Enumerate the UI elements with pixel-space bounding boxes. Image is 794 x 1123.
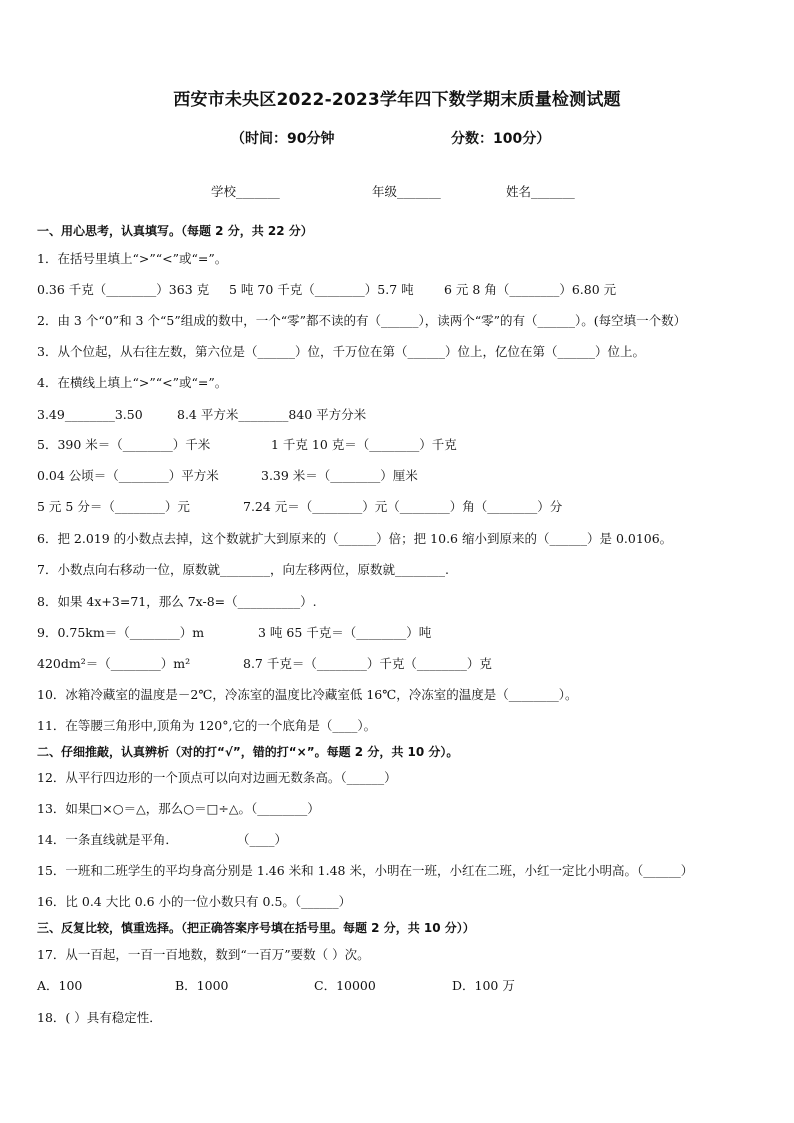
name-field[interactable]: 姓名_______ (506, 184, 575, 199)
question-9b: 3 吨 65 千克＝（________）吨 (258, 625, 432, 640)
question-5d: 3.39 米＝（________）厘米 (261, 468, 418, 483)
school-field[interactable]: 学校_______ (211, 184, 280, 199)
question-6: 6．把 2.019 的小数点去掉，这个数就扩大到原来的（______）倍；把 10.6 缩小到原来的（______）是 0.0106。 (37, 531, 673, 546)
question-3: 3．从个位起，从右往左数，第六位是（______）位，千万位在第（______）位上，亿位在第（______）位上。 (37, 344, 645, 359)
question-4a: 3.49________3.50 (37, 407, 143, 422)
page-title: 西安市未央区2022-2023学年四下数学期末质量检测试题 (173, 90, 621, 110)
question-14-answer: （____） (237, 832, 288, 847)
question-13: 13．如果□×○＝△，那么○＝□÷△。（________） (37, 801, 320, 816)
grade-field[interactable]: 年级_______ (372, 184, 441, 199)
question-10: 10．冰箱冷藏室的温度是－2℃，冷冻室的温度比冷藏室低 16℃，冷冻室的温度是（________）。 (37, 687, 578, 702)
question-5a: 5．390 米＝（________）千米 (37, 437, 211, 452)
question-1a: 0.36 千克（________）363 克 (37, 282, 210, 297)
exam-score: 分数：100分） (451, 131, 551, 147)
question-1: 1．在括号里填上“>”“<”或“=”。 (37, 251, 228, 266)
option-b: B．1000 (175, 978, 229, 993)
question-12: 12．从平行四边形的一个顶点可以向对边画无数条高。（______） (37, 770, 397, 785)
option-d: D．100 万 (452, 978, 515, 993)
question-5f: 7.24 元＝（________）元（________）角（________）分 (243, 499, 563, 514)
exam-time: （时间：90分钟 (231, 131, 335, 147)
option-c: C．10000 (314, 978, 376, 993)
question-2: 2．由 3 个“0”和 3 个“5”组成的数中，一个“零”都不读的有（______），读两个“零”的有（______）。(每空填一个数） (37, 313, 687, 328)
question-14: 14．一条直线就是平角． (37, 832, 178, 847)
question-15: 15．一班和二班学生的平均身高分别是 1.46 米和 1.48 米，小明在一班，小红在二班，小红一定比小明高。（______） (37, 863, 694, 878)
section-2-heading: 二、仔细推敲，认真辨析（对的打“√”，错的打“×”。每题 2 分，共 10 分）。 (37, 745, 459, 759)
question-1c: 6 元 8 角（________）6.80 元 (444, 282, 617, 297)
question-5e: 5 元 5 分＝（________）元 (37, 499, 190, 514)
question-4b: 8.4 平方米________840 平方分米 (177, 407, 367, 422)
question-9c: 420dm²＝（________）m² (37, 656, 191, 671)
question-4: 4．在横线上填上“>”“<”或“=”。 (37, 375, 228, 390)
question-17: 17．从一百起，一百一百地数，数到“一百万”要数（ ）次。 (37, 947, 370, 962)
question-11: 11．在等腰三角形中,顶角为 120°,它的一个底角是（____）。 (37, 718, 377, 733)
question-5b: 1 千克 10 克＝（________）千克 (271, 437, 457, 452)
question-7: 7．小数点向右移动一位，原数就________，向左移两位，原数就________. (37, 562, 449, 577)
option-a: A．100 (37, 978, 83, 993)
question-9a: 9．0.75km＝（________）m (37, 625, 205, 640)
question-5c: 0.04 公顷＝（________）平方米 (37, 468, 219, 483)
question-16: 16．比 0.4 大比 0.6 小的一位小数只有 0.5。（______） (37, 894, 352, 909)
question-1b: 5 吨 70 千克（________）5.7 吨 (229, 282, 414, 297)
question-9d: 8.7 千克＝（________）千克（________）克 (243, 656, 492, 671)
question-18: 18．( ）具有稳定性． (37, 1010, 162, 1025)
section-1-heading: 一、用心思考，认真填写。（每题 2 分，共 22 分） (37, 224, 313, 238)
question-8: 8．如果 4x+3=71，那么 7x-8=（__________）. (37, 594, 317, 609)
section-3-heading: 三、反复比较，慎重选择。（把正确答案序号填在括号里。每题 2 分，共 10 分）） (37, 921, 475, 935)
